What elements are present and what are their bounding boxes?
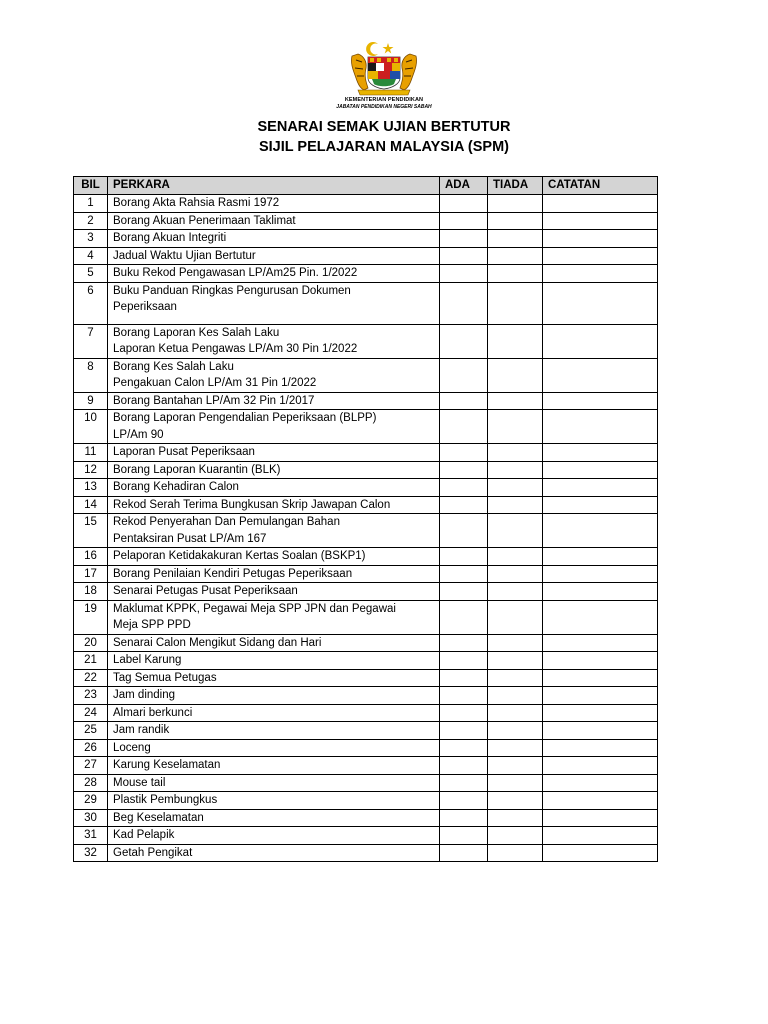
ada-cell[interactable] [440, 230, 488, 248]
table-row [74, 195, 658, 213]
row-number: 10 [74, 410, 108, 444]
tiada-cell[interactable] [488, 722, 543, 740]
row-number: 26 [74, 739, 108, 757]
row-number: 6 [74, 282, 108, 324]
table-row [74, 324, 658, 358]
item-description [108, 195, 440, 213]
checklist-table [73, 176, 658, 862]
tiada-cell[interactable] [488, 652, 543, 670]
catatan-cell[interactable] [543, 548, 658, 566]
row-number: 7 [74, 324, 108, 358]
item-text-line: Peperiksaan [113, 301, 177, 313]
column-header-catatan: CATATAN [543, 177, 658, 195]
ada-cell[interactable] [440, 722, 488, 740]
table-row [74, 496, 658, 514]
item-text-line: Borang Kes Salah Laku [113, 360, 234, 373]
row-number: 27 [74, 757, 108, 775]
ada-cell[interactable] [440, 410, 488, 444]
item-text-line: Kad Pelapik [113, 829, 175, 841]
ada-cell[interactable] [440, 739, 488, 757]
catatan-cell[interactable] [543, 809, 658, 827]
table-row [74, 792, 658, 810]
tiada-cell[interactable] [488, 282, 543, 324]
tiada-cell[interactable] [488, 230, 543, 248]
ada-cell[interactable] [440, 652, 488, 670]
catatan-cell[interactable] [543, 687, 658, 705]
catatan-cell[interactable] [543, 652, 658, 670]
item-text-line: Maklumat KPPK, Pegawai Meja SPP JPN dan Pegawai [113, 602, 396, 615]
catatan-cell[interactable] [543, 496, 658, 514]
item-description [108, 600, 440, 634]
ada-cell[interactable] [440, 565, 488, 583]
item-text-line: Senarai Calon Mengikut Sidang dan Hari [113, 636, 322, 649]
row-number: 3 [74, 230, 108, 248]
item-description [108, 792, 440, 810]
item-description [108, 669, 440, 687]
table-row [74, 583, 658, 601]
table-row [74, 444, 658, 462]
ada-cell[interactable] [440, 392, 488, 410]
catatan-cell[interactable] [543, 265, 658, 283]
row-number: 22 [74, 669, 108, 687]
catatan-cell[interactable] [543, 324, 658, 358]
item-description [108, 230, 440, 248]
ada-cell[interactable] [440, 444, 488, 462]
table-row [74, 247, 658, 265]
tiada-cell[interactable] [488, 739, 543, 757]
column-header-tiada: TIADA [488, 177, 543, 195]
row-number: 28 [74, 774, 108, 792]
tiada-cell[interactable] [488, 392, 543, 410]
item-description [108, 247, 440, 265]
row-number: 12 [74, 461, 108, 479]
item-text-line: Senarai Petugas Pusat Peperiksaan [113, 585, 298, 597]
catatan-cell[interactable] [543, 247, 658, 265]
item-text-line: Pelaporan Ketidakakuran Kertas Soalan (BSKP1) [113, 550, 366, 562]
ada-cell[interactable] [440, 358, 488, 392]
coat-of-arms-logo [344, 38, 424, 98]
tiada-cell[interactable] [488, 600, 543, 634]
tiada-cell[interactable] [488, 247, 543, 265]
catatan-cell[interactable] [543, 669, 658, 687]
item-text-line: Rekod Serah Terima Bungkusan Skrip Jawapan Calon [113, 498, 391, 511]
row-number: 13 [74, 479, 108, 497]
table-row [74, 461, 658, 479]
table-row [74, 827, 658, 845]
row-number: 20 [74, 634, 108, 652]
tiada-cell[interactable] [488, 212, 543, 230]
ministry-name: KEMENTERIAN PENDIDIKAN [344, 97, 424, 103]
catatan-cell[interactable] [543, 392, 658, 410]
row-number: 18 [74, 583, 108, 601]
tiada-cell[interactable] [488, 583, 543, 601]
catatan-cell[interactable] [543, 774, 658, 792]
item-text-line: Karung Keselamatan [113, 759, 221, 771]
row-number: 24 [74, 704, 108, 722]
ada-cell[interactable] [440, 634, 488, 652]
document-subtitle: SIJIL PELAJARAN MALAYSIA (SPM) [258, 139, 510, 155]
item-text-line: Borang Akuan Integriti [113, 232, 227, 244]
ada-cell[interactable] [440, 324, 488, 358]
table-row [74, 479, 658, 497]
table-header-row [74, 177, 658, 195]
item-description [108, 212, 440, 230]
catatan-cell[interactable] [543, 358, 658, 392]
ada-cell[interactable] [440, 282, 488, 324]
table-row [74, 652, 658, 670]
tiada-cell[interactable] [488, 195, 543, 213]
item-description [108, 687, 440, 705]
catatan-cell[interactable] [543, 583, 658, 601]
row-number: 9 [74, 392, 108, 410]
row-number: 11 [74, 444, 108, 462]
table-row [74, 548, 658, 566]
item-description [108, 265, 440, 283]
ada-cell[interactable] [440, 704, 488, 722]
item-description [108, 634, 440, 652]
item-description [108, 565, 440, 583]
ada-cell[interactable] [440, 195, 488, 213]
row-number: 31 [74, 827, 108, 845]
catatan-cell[interactable] [543, 444, 658, 462]
table-row [74, 600, 658, 634]
ada-cell[interactable] [440, 479, 488, 497]
item-description [108, 282, 440, 324]
tiada-cell[interactable] [488, 461, 543, 479]
item-description [108, 410, 440, 444]
catatan-cell[interactable] [543, 479, 658, 497]
item-text-line: Borang Akta Rahsia Rasmi 1972 [113, 197, 280, 209]
item-description [108, 548, 440, 566]
catatan-cell[interactable] [543, 757, 658, 775]
tiada-cell[interactable] [488, 827, 543, 845]
ada-cell[interactable] [440, 247, 488, 265]
item-description [108, 844, 440, 862]
item-description [108, 444, 440, 462]
item-description [108, 479, 440, 497]
row-number: 23 [74, 687, 108, 705]
column-header-ada: ADA [440, 177, 488, 195]
table-row [74, 739, 658, 757]
ada-cell[interactable] [440, 212, 488, 230]
item-text-line: Label Karung [113, 654, 182, 666]
catatan-cell[interactable] [543, 704, 658, 722]
row-number: 21 [74, 652, 108, 670]
row-number: 1 [74, 195, 108, 213]
item-description [108, 461, 440, 479]
item-text-line: Pentaksiran Pusat LP/Am 167 [113, 532, 267, 545]
tiada-cell[interactable] [488, 496, 543, 514]
tiada-cell[interactable] [488, 687, 543, 705]
ada-cell[interactable] [440, 774, 488, 792]
catatan-cell[interactable] [543, 461, 658, 479]
catatan-cell[interactable] [543, 212, 658, 230]
item-description [108, 514, 440, 548]
item-text-line: Pengakuan Calon LP/Am 31 Pin 1/2022 [113, 377, 317, 389]
item-text-line: Laporan Pusat Peperiksaan [113, 446, 255, 458]
table-row [74, 704, 658, 722]
table-row [74, 514, 658, 548]
table-row [74, 669, 658, 687]
catatan-cell[interactable] [543, 230, 658, 248]
catatan-cell[interactable] [543, 792, 658, 810]
table-row [74, 687, 658, 705]
ada-cell[interactable] [440, 461, 488, 479]
row-number: 16 [74, 548, 108, 566]
row-number: 19 [74, 600, 108, 634]
item-text-line: Borang Kehadiran Calon [113, 481, 239, 493]
ada-cell[interactable] [440, 514, 488, 548]
item-text-line: Jam dinding [113, 689, 176, 701]
ada-cell[interactable] [440, 583, 488, 601]
item-text-line: Getah Pengikat [113, 846, 193, 859]
item-text-line: Meja SPP PPD [113, 619, 191, 631]
catatan-cell[interactable] [543, 739, 658, 757]
item-text-line: LP/Am 90 [113, 428, 164, 441]
item-text-line: Buku Rekod Pengawasan LP/Am25 Pin. 1/2022 [113, 267, 358, 279]
ada-cell[interactable] [440, 757, 488, 775]
item-text-line: Mouse tail [113, 776, 166, 789]
document-title: SENARAI SEMAK UJIAN BERTUTUR [257, 119, 511, 135]
item-description [108, 827, 440, 845]
catatan-cell[interactable] [543, 410, 658, 444]
item-description [108, 358, 440, 392]
ada-cell[interactable] [440, 265, 488, 283]
ada-cell[interactable] [440, 669, 488, 687]
catatan-cell[interactable] [543, 600, 658, 634]
ada-cell[interactable] [440, 809, 488, 827]
table-row [74, 230, 658, 248]
table-row [74, 757, 658, 775]
table-row [74, 774, 658, 792]
table-row [74, 265, 658, 283]
catatan-cell[interactable] [543, 722, 658, 740]
row-number: 25 [74, 722, 108, 740]
row-number: 17 [74, 565, 108, 583]
tiada-cell[interactable] [488, 757, 543, 775]
row-number: 32 [74, 844, 108, 862]
table-row [74, 282, 658, 324]
table-row [74, 212, 658, 230]
tiada-cell[interactable] [488, 792, 543, 810]
tiada-cell[interactable] [488, 444, 543, 462]
catatan-cell[interactable] [543, 827, 658, 845]
row-number: 14 [74, 496, 108, 514]
ada-cell[interactable] [440, 548, 488, 566]
item-description [108, 496, 440, 514]
tiada-cell[interactable] [488, 358, 543, 392]
item-text-line: Borang Bantahan LP/Am 32 Pin 1/2017 [113, 394, 315, 407]
catatan-cell[interactable] [543, 514, 658, 548]
item-description [108, 392, 440, 410]
department-name: JABATAN PENDIDIKAN NEGERI SABAH [336, 104, 432, 110]
tiada-cell[interactable] [488, 844, 543, 862]
item-text-line: Laporan Ketua Pengawas LP/Am 30 Pin 1/2022 [113, 343, 358, 355]
tiada-cell[interactable] [488, 774, 543, 792]
column-header-bil: BIL [74, 177, 108, 195]
row-number: 5 [74, 265, 108, 283]
catatan-cell[interactable] [543, 634, 658, 652]
item-description [108, 757, 440, 775]
item-description [108, 652, 440, 670]
tiada-cell[interactable] [488, 548, 543, 566]
table-row [74, 565, 658, 583]
table-row [74, 392, 658, 410]
row-number: 4 [74, 247, 108, 265]
tiada-cell[interactable] [488, 265, 543, 283]
item-text-line: Plastik Pembungkus [113, 794, 218, 806]
table-row [74, 358, 658, 392]
catatan-cell[interactable] [543, 565, 658, 583]
item-description [108, 324, 440, 358]
tiada-cell[interactable] [488, 634, 543, 652]
catatan-cell[interactable] [543, 844, 658, 862]
tiada-cell[interactable] [488, 324, 543, 358]
table-row [74, 410, 658, 444]
catatan-cell[interactable] [543, 195, 658, 213]
tiada-cell[interactable] [488, 565, 543, 583]
item-text-line: Almari berkunci [113, 706, 193, 719]
item-description [108, 704, 440, 722]
item-description [108, 722, 440, 740]
ada-cell[interactable] [440, 600, 488, 634]
item-text-line: Jam randik [113, 724, 170, 736]
tiada-cell[interactable] [488, 514, 543, 548]
item-text-line: Beg Keselamatan [113, 811, 204, 824]
tiada-cell[interactable] [488, 704, 543, 722]
ada-cell[interactable] [440, 792, 488, 810]
item-text-line: Buku Panduan Ringkas Pengurusan Dokumen [113, 284, 351, 297]
row-number: 15 [74, 514, 108, 548]
item-text-line: Borang Laporan Kuarantin (BLK) [113, 463, 281, 476]
catatan-cell[interactable] [543, 282, 658, 324]
row-number: 29 [74, 792, 108, 810]
row-number: 30 [74, 809, 108, 827]
item-text-line: Rekod Penyerahan Dan Pemulangan Bahan [113, 516, 340, 528]
row-number: 8 [74, 358, 108, 392]
column-header-perkara: PERKARA [108, 177, 440, 195]
tiada-cell[interactable] [488, 809, 543, 827]
tiada-cell[interactable] [488, 479, 543, 497]
item-text-line: Borang Laporan Kes Salah Laku [113, 326, 280, 339]
table-row [74, 809, 658, 827]
tiada-cell[interactable] [488, 410, 543, 444]
table-row [74, 844, 658, 862]
item-text-line: Loceng [113, 741, 151, 754]
table-row [74, 722, 658, 740]
ada-cell[interactable] [440, 687, 488, 705]
item-description [108, 739, 440, 757]
table-row [74, 634, 658, 652]
item-text-line: Jadual Waktu Ujian Bertutur [113, 249, 256, 262]
item-text-line: Borang Penilaian Kendiri Petugas Peperiksaan [113, 567, 353, 580]
item-text-line: Borang Laporan Pengendalian Peperiksaan (BLPP) [113, 412, 377, 424]
row-number: 2 [74, 212, 108, 230]
ada-cell[interactable] [440, 496, 488, 514]
item-description [108, 809, 440, 827]
tiada-cell[interactable] [488, 669, 543, 687]
item-description [108, 774, 440, 792]
item-text-line: Tag Semua Petugas [113, 671, 217, 684]
ada-cell[interactable] [440, 827, 488, 845]
item-description [108, 583, 440, 601]
item-text-line: Borang Akuan Penerimaan Taklimat [113, 214, 296, 227]
ada-cell[interactable] [440, 844, 488, 862]
